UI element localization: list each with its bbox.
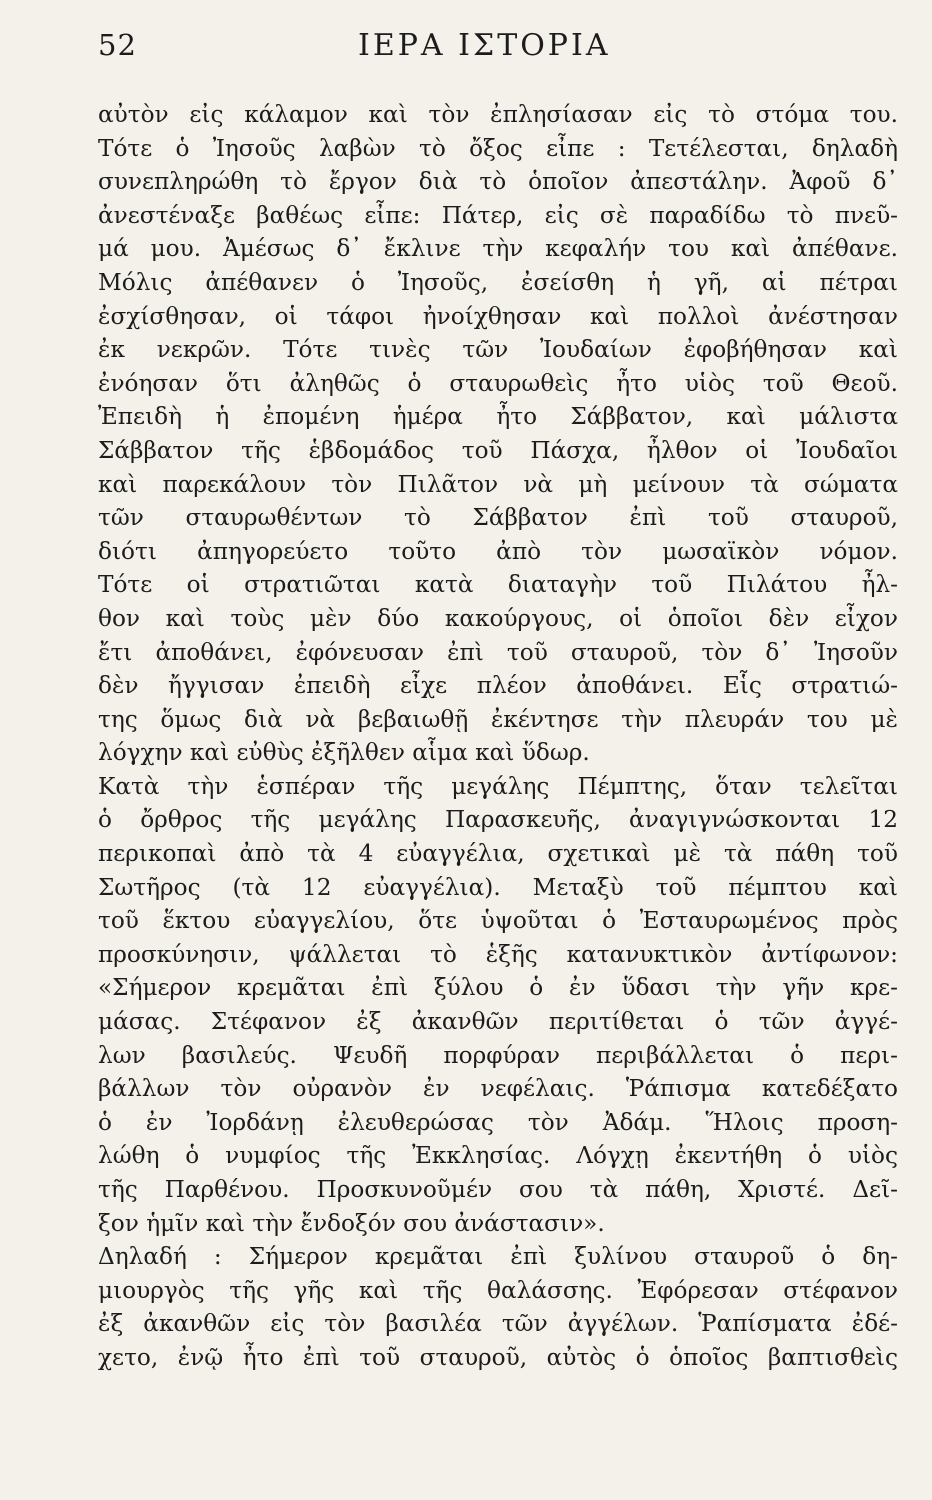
text-line: της ὅμως διὰ νὰ βεβαιωθῇ ἐκέντησε τὴν πλευράν του μὲ xyxy=(98,705,898,733)
text-line: λώθη ὁ νυμφίος τῆς Ἐκκλησίας. Λόγχῃ ἐκεντήθη ὁ υἱὸς xyxy=(98,1142,898,1170)
text-line: Μόλις ἀπέθανεν ὁ Ἰησοῦς, ἐσείσθη ἡ γῆ, αἱ πέτραι xyxy=(98,268,898,296)
text-line: Σάββατον τῆς ἑβδομάδος τοῦ Πάσχα, ἦλθον οἱ Ἰουδαῖοι xyxy=(98,436,898,464)
text-line: ἐξ ἀκανθῶν εἰς τὸν βασιλέα τῶν ἀγγέλων. Ῥαπίσματα ἐδέ- xyxy=(98,1310,898,1338)
text-line: χετο, ἐνῷ ἦτο ἐπὶ τοῦ σταυροῦ, αὐτὸς ὁ ὁποῖος βαπτισθεὶς xyxy=(98,1343,898,1371)
text-line: βάλλων τὸν οὐρανὸν ἐν νεφέλαις. Ῥάπισμα κατεδέξατο xyxy=(98,1075,898,1103)
text-line: Δηλαδή : Σήμερον κρεμᾶται ἐπὶ ξυλίνου σταυροῦ ὁ δη- xyxy=(98,1243,898,1271)
text-line: τῆς Παρθένου. Προσκυνοῦμέν σου τὰ πάθη, Χριστέ. Δεῖ- xyxy=(98,1176,898,1203)
text-line: Τότε ὁ Ἰησοῦς λαβὼν τὸ ὄξος εἶπε : Τετέλεσται, δηλαδὴ xyxy=(98,134,898,162)
text-line: ἀνεστέναξε βαθέως εἶπε: Πάτερ, εἰς σὲ παραδίδω τὸ πνεῦ- xyxy=(98,201,898,229)
text-line: λων βασιλεύς. Ψευδῆ πορφύραν περιβάλλεται ὁ περι- xyxy=(98,1041,898,1069)
text-line: αὐτὸν εἰς κάλαμον καὶ τὸν ἐπλησίασαν εἰς τὸ στόμα του. xyxy=(98,101,898,128)
body-text xyxy=(98,98,898,1375)
text-line: δὲν ἤγγισαν ἐπειδὴ εἶχε πλέον ἀποθάνει. Εἷς στρατιώ- xyxy=(98,672,898,700)
text-line: προσκύνησιν, ψάλλεται τὸ ἑξῆς κατανυκτικὸν ἀντίφωνον: xyxy=(98,940,898,968)
text-line: ἐσχίσθησαν, οἱ τάφοι ἠνοίχθησαν καὶ πολλοὶ ἀνέστησαν xyxy=(98,302,898,330)
text-line: ὁ ὄρθρος τῆς μεγάλης Παρασκευῆς, ἀναγιγνώσκονται 12 xyxy=(98,806,898,834)
text-line: τοῦ ἕκτου εὐαγγελίου, ὅτε ὑψοῦται ὁ Ἐσταυρωμένος πρὸς xyxy=(98,907,898,935)
text-line: περικοπαὶ ἀπὸ τὰ 4 εὐαγγέλια, σχετικαὶ μὲ τὰ πάθη τοῦ xyxy=(98,840,898,868)
text-line: τῶν σταυρωθέντων τὸ Σάββατον ἐπὶ τοῦ σταυροῦ, xyxy=(98,504,898,532)
text-line: μά μου. Ἀμέσως δ᾽ ἔκλινε τὴν κεφαλήν του καὶ ἀπέθανε. xyxy=(98,235,898,263)
text-line: «Σήμερον κρεμᾶται ἐπὶ ξύλου ὁ ἐν ὕδασι τὴν γῆν κρε- xyxy=(98,974,898,1002)
page-number: 52 xyxy=(98,28,137,62)
running-title: ΙΕΡΑ ΙΣΤΟΡΙΑ xyxy=(358,28,611,63)
text-line: ξον ἡμῖν καὶ τὴν ἔνδοξόν σου ἀνάστασιν». xyxy=(98,1209,605,1237)
text-line: ἔτι ἀποθάνει, ἐφόνευσαν ἐπὶ τοῦ σταυροῦ, τὸν δ᾽ Ἰησοῦν xyxy=(98,638,898,666)
text-line: ἐνόησαν ὅτι ἀληθῶς ὁ σταυρωθεὶς ἦτο υἱὸς τοῦ Θεοῦ. xyxy=(98,369,898,397)
text-line: μιουργὸς τῆς γῆς καὶ τῆς θαλάσσης. Ἐφόρεσαν στέφανον xyxy=(98,1276,898,1304)
text-line: ὁ ἐν Ἰορδάνῃ ἐλευθερώσας τὸν Ἀδάμ. Ἥλοις προση- xyxy=(98,1108,898,1136)
text-line: Ἐπειδὴ ἡ ἐπομένη ἡμέρα ἦτο Σάββατον, καὶ μάλιστα xyxy=(98,403,898,431)
text-line: θον καὶ τοὺς μὲν δύο κακούργους, οἱ ὁποῖοι δὲν εἶχον xyxy=(98,604,898,632)
text-line: καὶ παρεκάλουν τὸν Πιλᾶτον νὰ μὴ μείνουν τὰ σώματα xyxy=(98,470,898,498)
page-header xyxy=(98,28,898,70)
text-line: Τότε οἱ στρατιῶται κατὰ διαταγὴν τοῦ Πιλάτου ἦλ- xyxy=(98,571,898,599)
text-line: Κατὰ τὴν ἑσπέραν τῆς μεγάλης Πέμπτης, ὅταν τελεῖται xyxy=(98,772,898,800)
text-line: ἐκ νεκρῶν. Τότε τινὲς τῶν Ἰουδαίων ἐφοβήθησαν καὶ xyxy=(98,336,898,364)
text-line: μάσας. Στέφανον ἐξ ἀκανθῶν περιτίθεται ὁ τῶν ἀγγέ- xyxy=(98,1008,898,1036)
book-page xyxy=(98,28,898,1375)
text-line: λόγχην καὶ εὐθὺς ἐξῆλθεν αἷμα καὶ ὕδωρ. xyxy=(98,739,590,767)
text-line: διότι ἀπηγορεύετο τοῦτο ἀπὸ τὸν μωσαϊκὸν νόμον. xyxy=(98,537,898,565)
text-line: Σωτῆρος (τὰ 12 εὐαγγέλια). Μεταξὺ τοῦ πέμπτου καὶ xyxy=(98,873,898,901)
text-line: συνεπληρώθη τὸ ἔργον διὰ τὸ ὁποῖον ἀπεστάλην. Ἀφοῦ δ᾽ xyxy=(98,168,898,196)
